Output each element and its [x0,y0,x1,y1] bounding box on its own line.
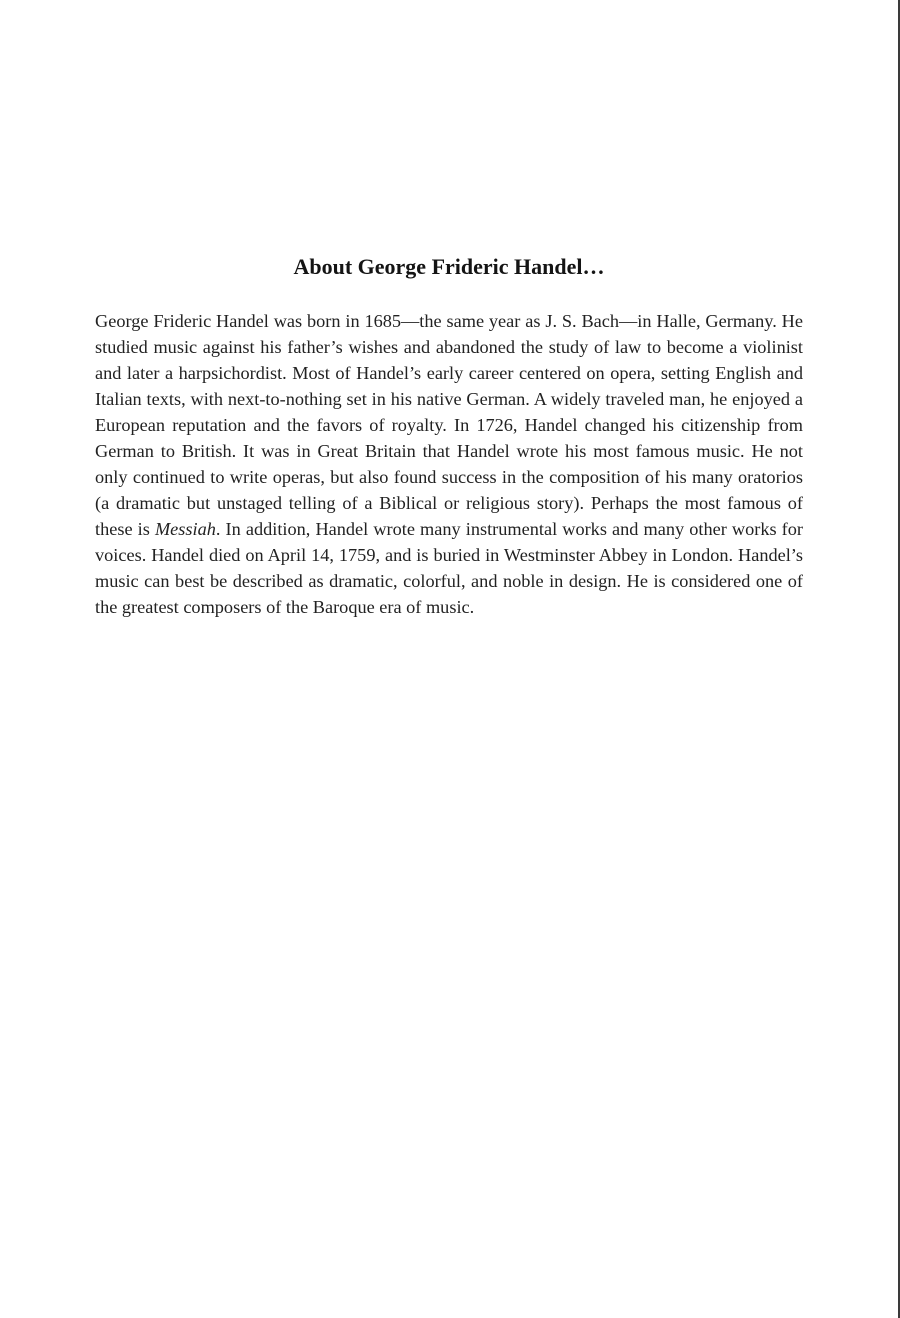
paragraph-text-part2: . In addition, Handel wrote many instrumental works and many other works for voices. Handel died on April 14, 1759, and is buried in Westminster Abbey in London. Handel’s music can best be described as dramatic, colorful, and noble in design. He is considered one of the greatest composers of the Baroque era of music. [95,519,803,617]
paragraph-text-part1: George Frideric Handel was born in 1685—the same year as J. S. Bach—in Halle, Germany. He studied music against his father’s wishes and abandoned the study of law to become a violinist and later a harpsichordist. Most of Handel’s early career centered on opera, setting English and Italian texts, with next-to-nothing set in his native German. A widely traveled man, he enjoyed a European reputation and the favors of royalty. In 1726, Handel changed his citizenship from German to British. It was in Great Britain that Handel wrote his most famous music. He not only continued to write operas, but also found success in the composition of his many oratorios (a dramatic but unstaged telling of a Biblical or religious story). Perhaps the most famous of these is [95,311,803,539]
article-paragraph [95,308,803,620]
article-heading: About George Frideric Handel… [293,254,605,279]
article-section [95,252,803,620]
messiah-title: Messiah [154,519,216,539]
